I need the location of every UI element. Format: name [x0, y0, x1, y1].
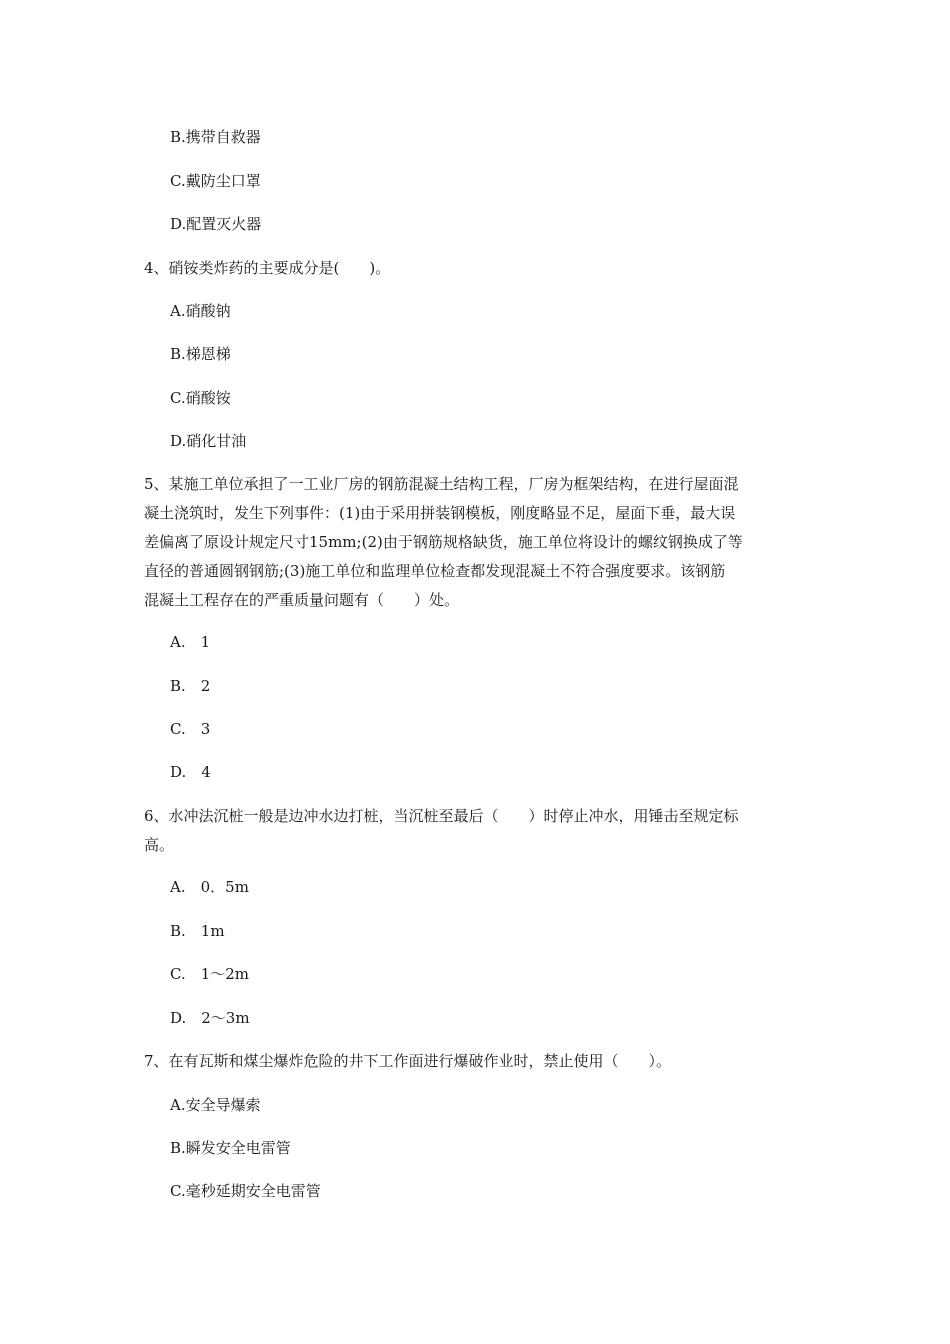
q5-option-c: C. 3 — [170, 720, 211, 738]
q5-stem-line: 混凝土工程存在的严重质量问题有（ ）处。 — [144, 591, 460, 609]
q4-option-a: A.硝酸钠 — [170, 302, 231, 320]
q4-option-b: B.梯恩梯 — [170, 345, 231, 363]
q6-stem-line: 高。 — [144, 836, 175, 854]
q5-stem — [144, 474, 812, 619]
q6-option-c: C. 1～2m — [170, 965, 250, 983]
q7-option-a: A.安全导爆索 — [170, 1096, 261, 1114]
q3-option-b: B.携带自救器 — [170, 128, 261, 146]
q7-option-c: C.毫秒延期安全电雷管 — [170, 1182, 321, 1200]
q3-option-d: D.配置灭火器 — [170, 215, 262, 233]
q5-stem-line: 5、某施工单位承担了一工业厂房的钢筋混凝土结构工程，厂房为框架结构，在进行屋面混 — [144, 475, 739, 493]
q5-stem-line: 凝土浇筑时，发生下列事件：(1)由于采用拼装钢模板，刚度略显不足，屋面下垂，最大误 — [144, 504, 736, 522]
q6-stem — [144, 806, 812, 864]
q3-option-c: C.戴防尘口罩 — [170, 172, 261, 190]
q6-option-a: A. 0．5m — [170, 878, 249, 896]
q7-stem: 7、在有瓦斯和煤尘爆炸危险的井下工作面进行爆破作业时，禁止使用（ ）。 — [144, 1052, 672, 1070]
q4-stem: 4、硝铵类炸药的主要成分是( )。 — [144, 259, 391, 277]
q7-option-b: B.瞬发安全电雷管 — [170, 1139, 291, 1157]
q5-option-d: D. 4 — [170, 763, 211, 781]
q5-stem-line: 差偏离了原设计规定尺寸15mm;(2)由于钢筋规格缺货，施工单位将设计的螺纹钢换成了等 — [144, 533, 743, 551]
q5-stem-line: 直径的普通圆钢钢筋;(3)施工单位和监理单位检查都发现混凝土不符合强度要求。该钢筋 — [144, 562, 726, 580]
q6-option-d: D. 2～3m — [170, 1009, 250, 1027]
q4-option-d: D.硝化甘油 — [170, 432, 247, 450]
q5-option-a: A. 1 — [170, 633, 211, 651]
q6-stem-line: 6、水冲法沉桩一般是边冲水边打桩，当沉桩至最后（ ）时停止冲水，用锤击至规定标 — [144, 807, 739, 825]
q4-option-c: C.硝酸铵 — [170, 389, 231, 407]
q6-option-b: B. 1m — [170, 922, 225, 940]
q5-option-b: B. 2 — [170, 677, 211, 695]
